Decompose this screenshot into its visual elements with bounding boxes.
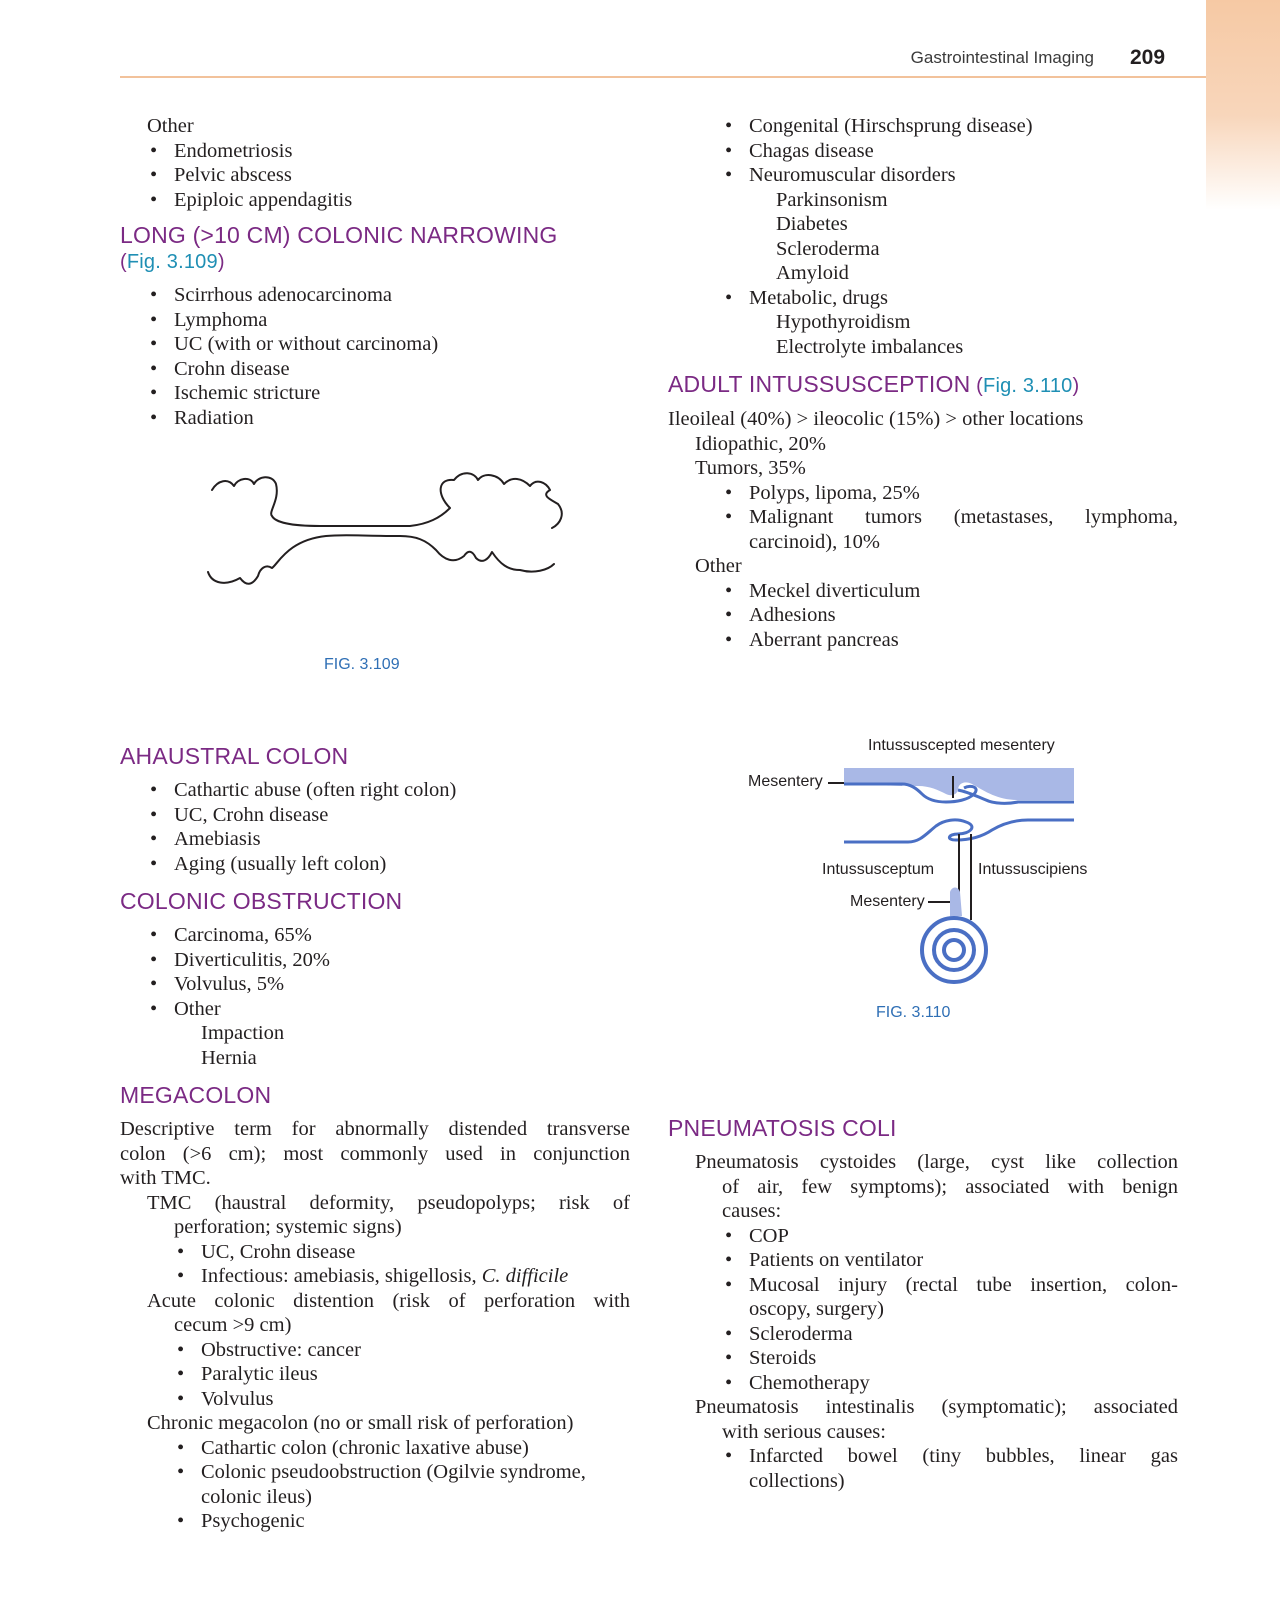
paragraph-line: Pneumatosis intestinalis (symptomatic); associated [695,1396,1178,1418]
paragraph-line: cecum >9 cm) [174,1314,292,1336]
paragraph-line: Ileoileal (40%) > ileocolic (15%) > other locations [668,408,1084,430]
list-item: • Obstructive: cancer [120,1338,630,1363]
list-item: • Mucosal injury (rectal tube insertion, colon- [668,1273,1178,1298]
label-mesentery-top: Mesentery [748,773,823,790]
section-heading-obstruction: COLONIC OBSTRUCTION [120,888,403,914]
label-intussuscipiens: Intussuscipiens [978,861,1088,878]
mesentery-stalk [950,888,962,917]
list-item: • Adhesions [668,603,1178,628]
list-item: • Lymphoma [120,308,630,333]
list-item: • Aging (usually left colon) [120,852,630,877]
list-item: • Patients on ventilator [668,1248,1178,1273]
list-item: • Polyps, lipoma, 25% [668,481,1178,506]
paragraph-line: Acute colonic distention (risk of perforation with [147,1289,630,1312]
paragraph-line: Descriptive term for abnormally distended transverse [120,1118,630,1140]
list-item: • Crohn disease [120,357,630,382]
list-item: • Volvulus [120,1387,630,1412]
paragraph-line: Chronic megacolon (no or small risk of perforation) [147,1412,574,1434]
list-item: • COP [668,1224,1178,1249]
section-heading-pneumatosis: PNEUMATOSIS COLI [668,1115,897,1141]
list-subitem: Hypothyroidism [776,311,911,333]
left-column [120,114,630,1534]
list-item: • Epiploic appendagitis [120,188,630,213]
label-mesentery-bottom: Mesentery [850,893,925,910]
list-item: • Scirrhous adenocarcinoma [120,283,630,308]
list-item: • Scleroderma [668,1322,1178,1347]
list-item: • Cathartic colon (chronic laxative abuse) [120,1436,630,1461]
list-item: • Congenital (Hirschsprung disease) [668,114,1178,139]
section-heading-megacolon: MEGACOLON [120,1082,272,1108]
list-item: • Chemotherapy [668,1371,1178,1396]
list-item: • UC (with or without carcinoma) [120,332,630,357]
paragraph-line: TMC (haustral deformity, pseudopolyps; risk of [147,1191,630,1214]
list-item: • Colonic pseudoobstruction (Ogilvie syndrome, [120,1460,630,1485]
list-item-continuation: carcinoid), 10% [749,530,880,553]
paragraph-line: causes: [722,1200,782,1222]
list-item: • Neuromuscular disorders [668,163,1178,188]
header-rule [120,76,1206,78]
list-item: • Malignant tumors (metastases, lymphoma, [668,505,1178,530]
list-item: • UC, Crohn disease [120,803,630,828]
figure-reference[interactable]: Fig. 3.110 [983,375,1073,397]
figure-3-109-colon-narrowing-drawing [120,460,630,660]
list-subitem: Impaction [201,1022,285,1044]
list-item: • Chagas disease [668,139,1178,164]
paragraph-line: Pneumatosis cystoides (large, cyst like collection [695,1151,1178,1173]
list-subitem: Diabetes [776,213,848,235]
right-column [668,114,1178,1493]
list-item: • Pelvic abscess [120,163,630,188]
list-item: • Psychogenic [120,1509,630,1534]
list-subitem: Amyloid [776,262,849,284]
list-item: • Amebiasis [120,827,630,852]
chapter-thumb-tab [1206,0,1280,210]
label-intussusceptum: Intussusceptum [822,861,935,878]
section-heading-intussusception: ADULT INTUSSUSCEPTION (Fig. 3.110) [668,371,1080,397]
upper-bowel-wall [844,768,1074,803]
cross-section-target-rings [922,918,986,982]
list-item: • Radiation [120,406,630,431]
paragraph-line: colon (>6 cm); most commonly used in conjunction [120,1142,630,1165]
list-subitem: Parkinsonism [776,188,888,211]
list-item-continuation: colonic ileus) [201,1485,313,1508]
list-item: • Endometriosis [120,139,630,164]
pointer-line [952,776,954,798]
paragraph-line: of air, few symptoms); associated with benign [722,1175,1178,1198]
list-item: • Steroids [668,1346,1178,1371]
list-item-continuation: collections) [749,1469,845,1492]
section-heading-ahaustral: AHAUSTRAL COLON [120,743,349,769]
paragraph-line: Other [695,555,742,577]
running-header-title: Gastrointestinal Imaging [910,48,1094,67]
list-item: • Diverticulitis, 20% [120,948,630,973]
list-item: • Infarcted bowel (tiny bubbles, linear gas [668,1444,1178,1469]
section-heading-long-narrowing: LONG (>10 CM) COLONIC NARROWING [120,222,558,248]
paragraph-line: with serious causes: [722,1420,886,1443]
list-subitem: Hernia [201,1046,257,1069]
list-item: • Meckel diverticulum [668,579,1178,604]
paragraph-line: with TMC. [120,1167,211,1189]
list-item: • Cathartic abuse (often right colon) [120,778,630,803]
figure-caption: FIG. 3.110 [876,1004,951,1021]
list-item: • Metabolic, drugs [668,286,1178,311]
list-item: • Aberrant pancreas [668,628,1178,653]
list-subitem: Electrolyte imbalances [776,335,964,358]
list-item: • Ischemic stricture [120,381,630,406]
pointer-line [928,901,950,903]
paragraph-line: Idiopathic, 20% [695,432,826,455]
pointer-line [828,782,844,784]
figure-caption: FIG. 3.109 [324,656,400,673]
page-number: 209 [1130,46,1166,69]
pointer-line [970,834,972,920]
label-intussuscepted-mesentery: Intussuscepted mesentery [868,737,1055,754]
paragraph-line: perforation; systemic signs) [174,1216,402,1238]
list-item-continuation: oscopy, surgery) [749,1298,884,1320]
paragraph-line: Tumors, 35% [695,457,806,479]
list-item: • Carcinoma, 65% [120,923,630,948]
list-item: • Other [120,997,630,1022]
list-item: • Paralytic ileus [120,1362,630,1387]
list-item: • Volvulus, 5% [120,972,630,997]
list-subitem: Scleroderma [776,237,880,260]
list-item: • Infectious: amebiasis, shigellosis, C. difficile [120,1264,630,1289]
other-label: Other [147,115,194,137]
list-item: • UC, Crohn disease [120,1240,630,1265]
figure-reference[interactable]: (Fig. 3.109) [120,251,225,273]
figure-3-110-intussusception-diagram [668,734,1178,1024]
